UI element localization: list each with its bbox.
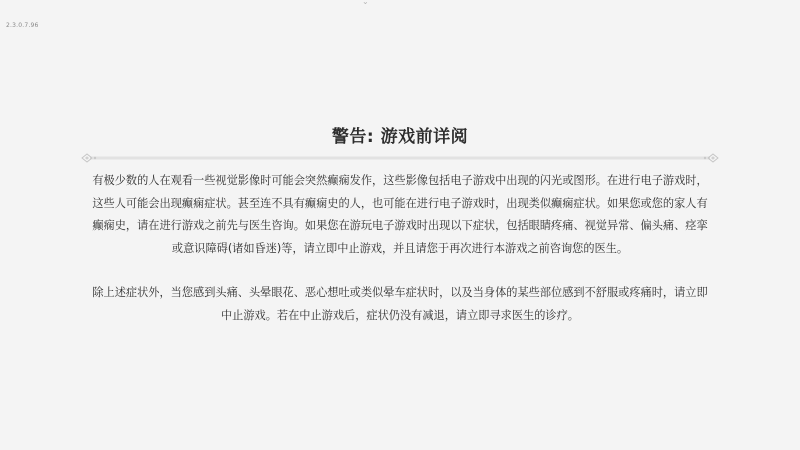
top-marker-icon: ⌄ <box>362 0 369 6</box>
divider-right-ornament-icon <box>704 154 718 162</box>
warning-title: 警告: 游戏前详阅 <box>331 127 469 147</box>
divider-left-ornament-icon <box>82 154 96 162</box>
warning-paragraph-1: 有极少数的人在观看一些视觉影像时可能会突然癫痫发作，这些影像包括电子游戏中出现的闪光或图形。在进行电子游戏时，这些人可能会出现癫痫症状。甚至连不具有癫痫史的人，也可能在进行电子游戏时，出现类似癫痫症状。如果您或您的家人有癫痫史，请在进行游戏之前先与医生咨询。如果您在游玩电子游戏时出现以下症状，包括眼睛疼痛、视觉异常、偏头痛、痉挛或意识障碍(诸如昏迷)等，请立即中止游戏，并且请您于再次进行本游戏之前咨询您的医生。 <box>92 174 708 255</box>
ornamental-divider <box>80 150 720 166</box>
warning-body <box>92 170 708 327</box>
warning-paragraph-2: 除上述症状外，当您感到头痛、头晕眼花、恶心想吐或类似晕车症状时，以及当身体的某些部位感到不舒服或疼痛时，请立即中止游戏。若在中止游戏后，症状仍没有减退，请立即寻求医生的诊疗。 <box>92 286 708 322</box>
version-tag: 2.3.0.7.96 <box>6 22 39 29</box>
